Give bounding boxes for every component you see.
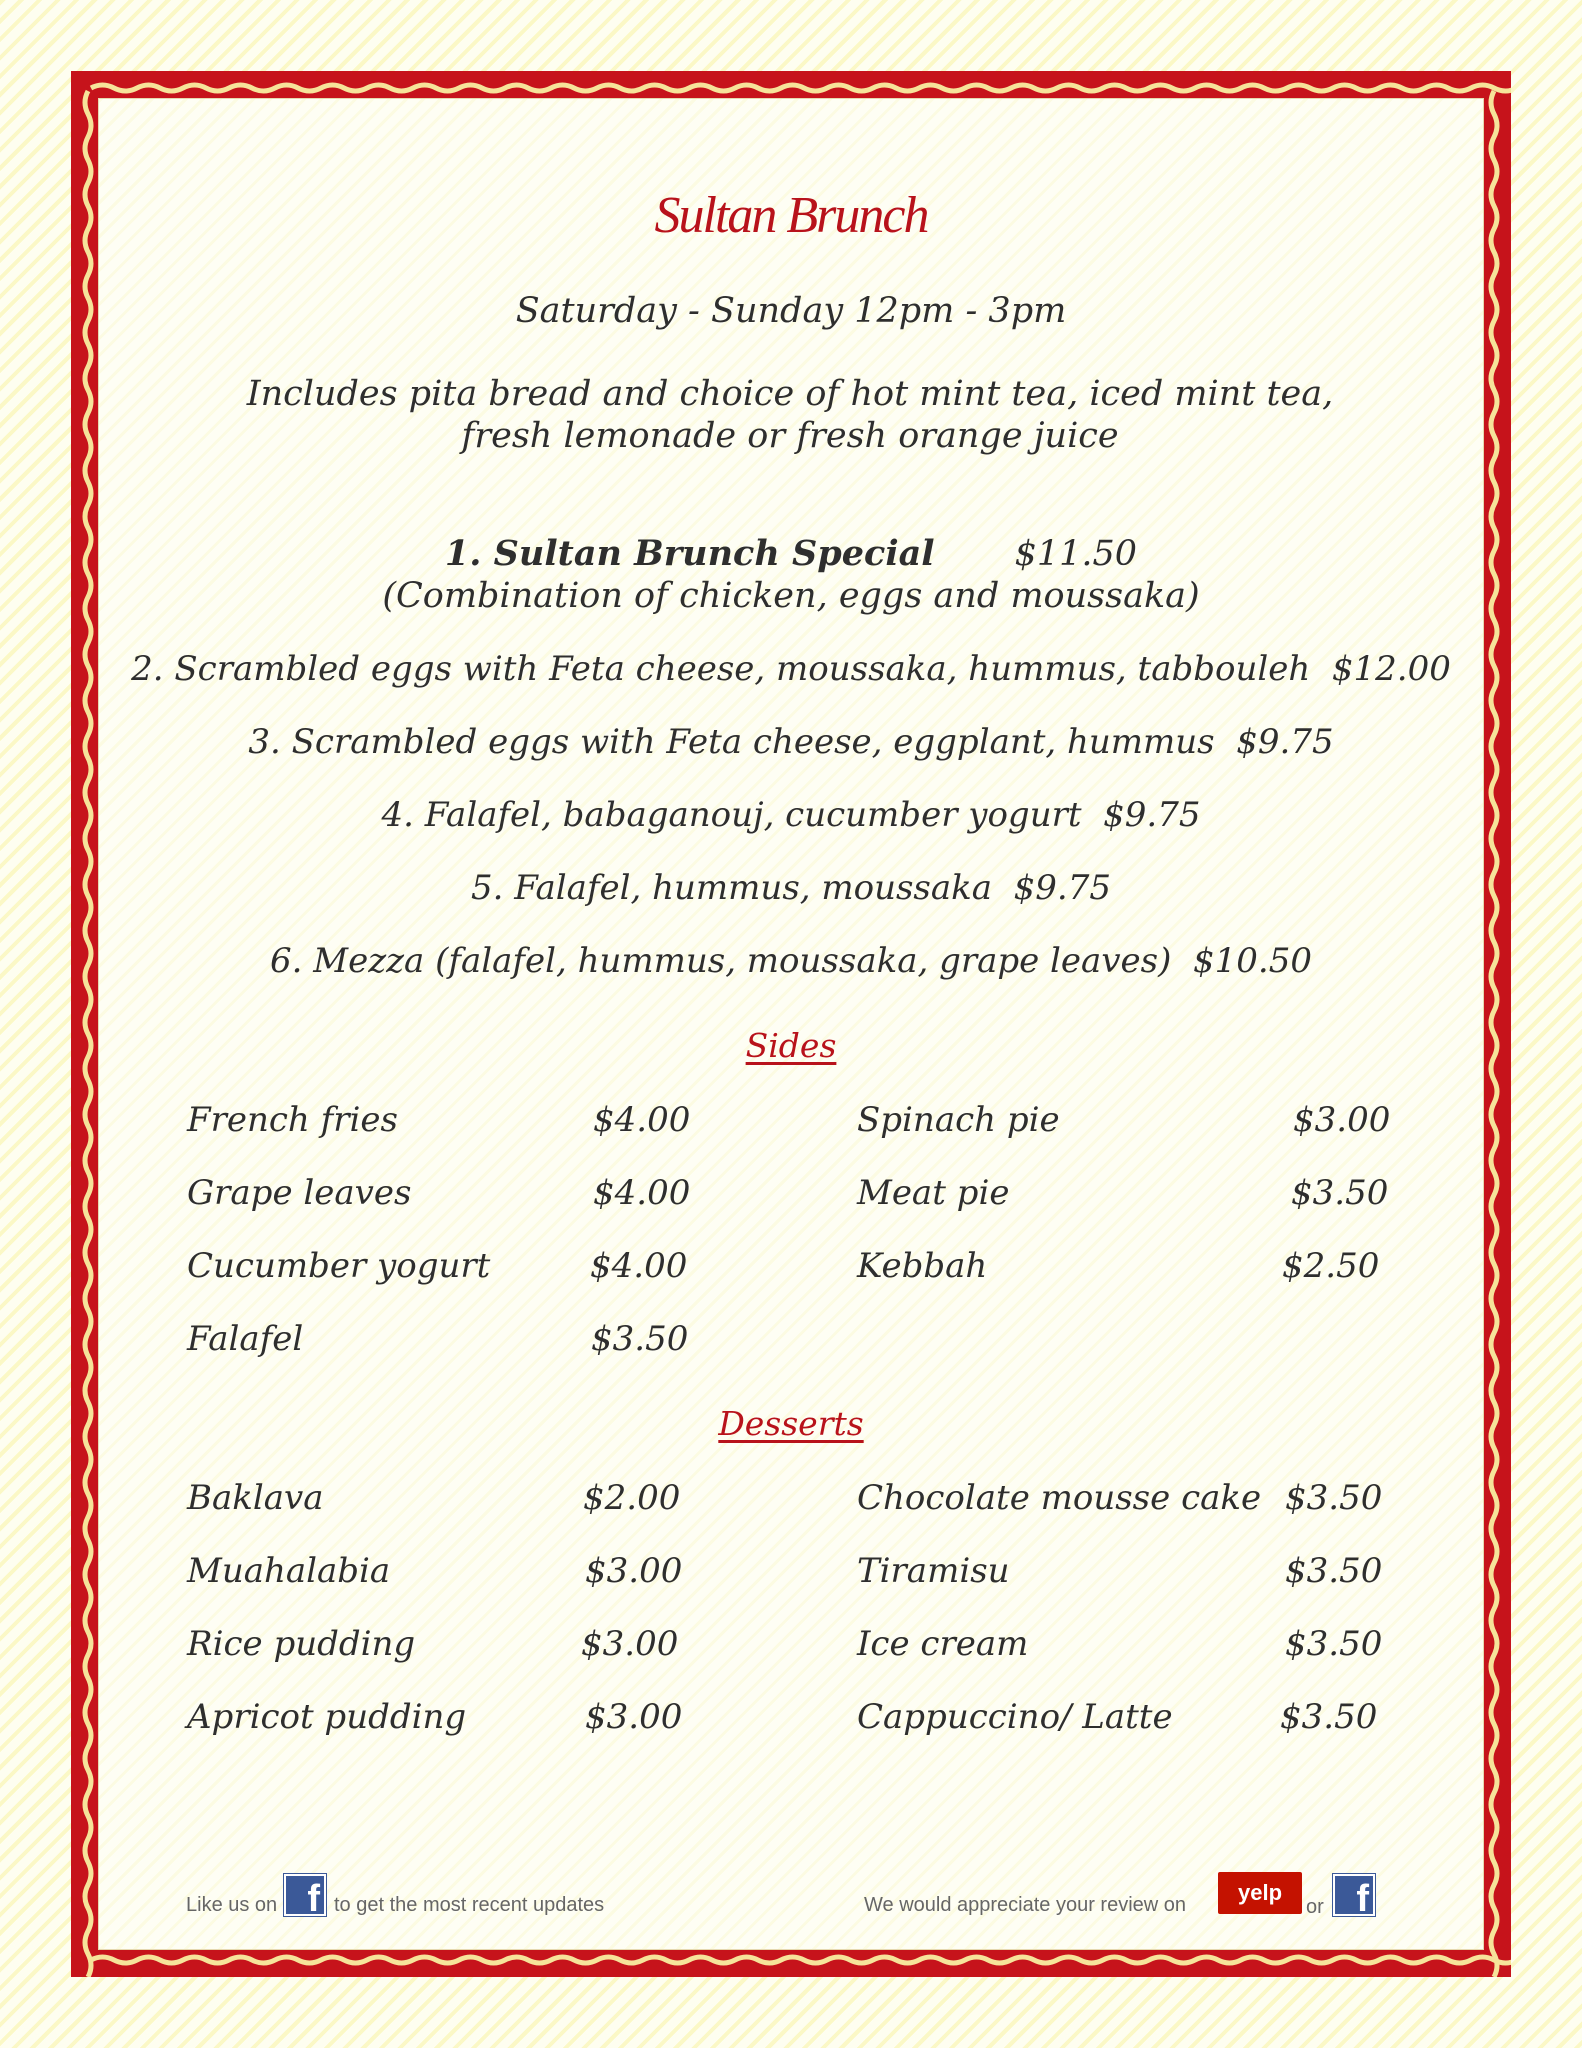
footer-like-suffix: to get the most recent updates [334,1894,605,1916]
side-item-name: French fries [187,1100,398,1140]
brunch-item-6 [0,941,1582,981]
side-item-price: $4.00 [590,1246,688,1286]
side-item-price: $3.50 [591,1319,689,1359]
brunch-item-label: 3. Scrambled eggs with Feta cheese, eggplant, hummus [248,722,1215,762]
brunch-item-price: $9.75 [1103,795,1201,835]
dessert-item-name: Ice cream [857,1624,1029,1664]
side-item-price: $4.00 [593,1100,691,1140]
facebook-glyph: f [1356,1878,1369,1920]
brunch-item-5 [0,868,1582,908]
brunch-item-label: 1. Sultan Brunch Special [444,533,935,574]
side-item-name: Kebbah [857,1246,988,1286]
side-item-price: $2.50 [1282,1246,1380,1286]
brunch-hours: Saturday - Sunday 12pm - 3pm [515,291,1067,331]
side-item-name: Spinach pie [857,1100,1060,1140]
brunch-item-1 [0,533,1582,574]
brunch-item-price: $10.50 [1193,941,1312,981]
brunch-item-4 [0,795,1582,835]
includes-text: Includes pita bread and choice of hot mint tea, iced mint tea, fresh lemonade or fresh orange juice [246,374,1334,456]
brunch-item-label: 5. Falafel, hummus, moussaka [471,868,993,908]
brunch-item-price: $9.75 [1013,868,1111,908]
footer-like-prefix: Like us on [186,1894,278,1916]
brunch-item-label: 4. Falafel, babaganouj, cucumber yogurt [381,795,1082,835]
dessert-item-name: Cappuccino/ Latte [857,1697,1173,1737]
facebook-icon[interactable] [284,1874,326,1920]
brunch-item-2 [0,649,1582,689]
side-item-name: Meat pie [857,1173,1010,1213]
brunch-item-price: $12.00 [1331,649,1451,689]
side-item-price: $4.00 [593,1173,691,1213]
dessert-item-name: Chocolate mousse cake [857,1478,1262,1518]
dessert-item-name: Rice pudding [187,1624,416,1664]
brunch-item-label: 2. Scrambled eggs with Feta cheese, moussaka, hummus, tabbouleh [131,649,1311,689]
dessert-item-price: $2.00 [583,1478,681,1518]
yelp-icon[interactable]: yelp [1218,1872,1302,1914]
dessert-item-name: Baklava [187,1478,324,1518]
desserts-heading: Desserts [718,1404,864,1443]
brunch-includes [240,373,1340,457]
brunch-item-3 [0,722,1582,762]
side-item-price: $3.50 [1291,1173,1389,1213]
facebook-glyph: f [307,1878,320,1920]
dessert-item-price: $3.50 [1285,1478,1383,1518]
side-item-name: Falafel [187,1319,304,1359]
brunch-item-price: $9.75 [1236,722,1334,762]
dessert-item-price: $3.00 [585,1697,683,1737]
brunch-item-1-description: (Combination of chicken, eggs and moussaka) [382,576,1200,616]
side-item-name: Cucumber yogurt [187,1246,491,1286]
side-item-name: Grape leaves [187,1173,412,1213]
dessert-item-name: Muahalabia [187,1551,391,1591]
dessert-item-name: Apricot pudding [187,1697,467,1737]
dessert-item-price: $3.50 [1285,1624,1383,1664]
dessert-item-price: $3.00 [585,1551,683,1591]
sides-heading: Sides [745,1026,837,1065]
footer-review-prefix: We would appreciate your review on [864,1894,1187,1916]
dessert-item-name: Tiramisu [857,1551,1010,1591]
dessert-item-price: $3.00 [581,1624,679,1664]
brunch-item-price: $11.50 [1014,534,1138,574]
dessert-item-price: $3.50 [1285,1551,1383,1591]
menu-title: Sultan Brunch [654,187,928,244]
brunch-item-label: 6. Mezza (falafel, hummus, moussaka, grape leaves) [270,941,1172,981]
footer-or: or [1306,1896,1324,1918]
side-item-price: $3.00 [1293,1100,1391,1140]
dessert-item-price: $3.50 [1280,1697,1378,1737]
facebook-icon[interactable] [1333,1874,1375,1920]
